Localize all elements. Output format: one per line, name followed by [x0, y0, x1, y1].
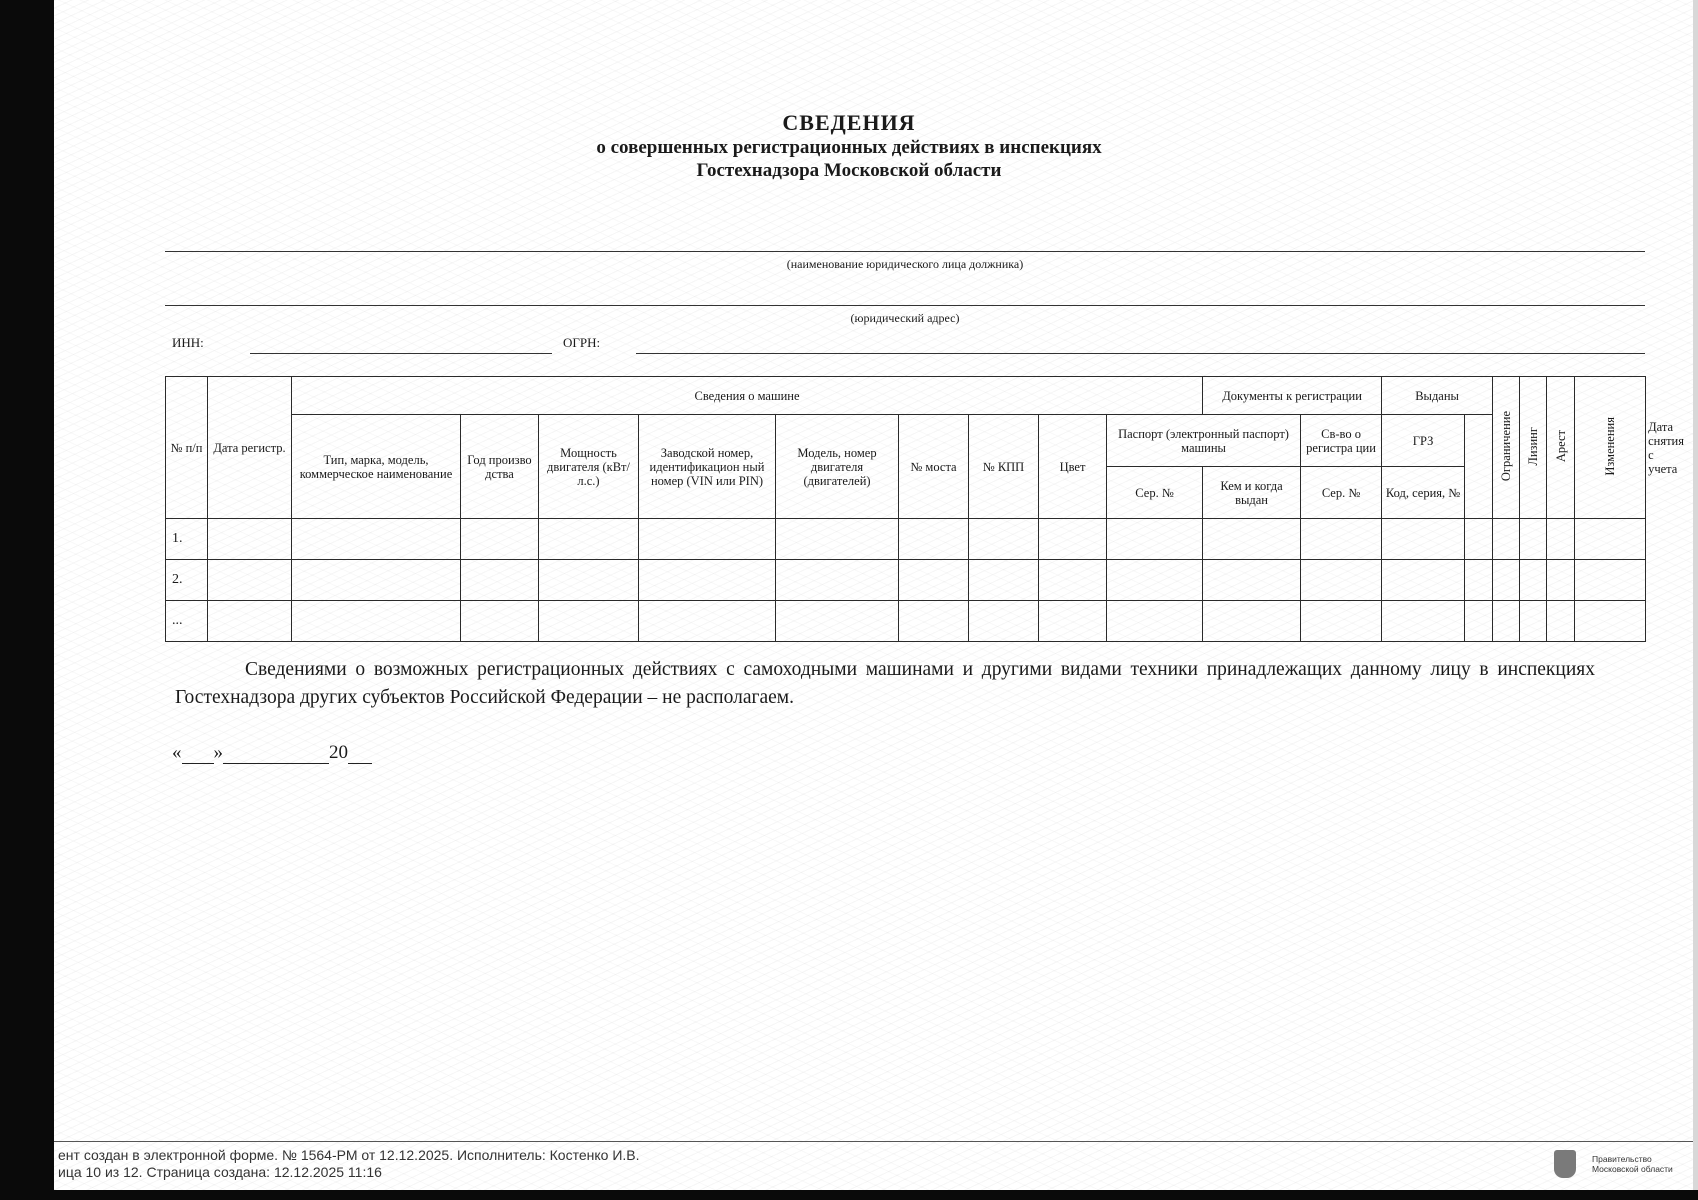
moscow-region-coat-of-arms-icon: [1554, 1150, 1576, 1178]
leasing-label: Лизинг: [1526, 426, 1541, 466]
col-header-passport: Паспорт (электронный паспорт) машины: [1107, 415, 1301, 467]
col-header-arrest: [1547, 377, 1575, 519]
col-header-vin: Заводской номер, идентификацион ный номер (VIN или PIN): [639, 415, 776, 519]
org-name-caption: (наименование юридического лица должника): [786, 257, 1024, 271]
col-header-changes: [1575, 377, 1646, 519]
col-header-reg-date: Дата регистр.: [208, 377, 292, 519]
footer-line-1: ент создан в электронной форме. № 1564-РМ от 12.12.2025. Исполнитель: Костенко И.В.: [58, 1147, 640, 1163]
col-header-type-brand: Тип, марка, модель, коммерческое наименование: [292, 415, 461, 519]
col-header-issued-by: Кем и когда выдан: [1203, 467, 1301, 519]
org-name-line: [165, 251, 1645, 252]
day-blank: [182, 745, 214, 764]
row-number: ...: [166, 601, 208, 642]
title-line-2: о совершенных регистрационных действиях в инспекциях: [596, 137, 1102, 158]
year-prefix: 20: [329, 742, 348, 763]
document-title: [0, 110, 1698, 182]
col-header-reg-cert: Св-во о регистра ции: [1301, 415, 1382, 467]
month-blank: [223, 745, 329, 764]
col-header-cert-ser-no: Сер. №: [1301, 467, 1382, 519]
row-number: 2.: [166, 560, 208, 601]
bottom-scan-border: [0, 1190, 1698, 1200]
col-header-reg-docs: Документы к регистрации: [1203, 377, 1382, 415]
ogrn-field-line: [636, 353, 1645, 354]
col-header-power: Мощность двигателя (кВт/л.с.): [539, 415, 639, 519]
date-field: [172, 742, 372, 764]
col-header-code-series: Код, серия, №: [1382, 467, 1465, 519]
date-close-quote: »: [213, 742, 223, 763]
col-header-num: № п/п: [166, 377, 208, 519]
title-main: СВЕДЕНИЯ: [782, 110, 916, 135]
statement-paragraph: Сведениями о возможных регистрационных действиях с самоходными машинами и другими видами техники принадлежащих данному лицу в инспекциях Гостехнадзора других субъектов Российской Федерации – не располагаем.: [175, 659, 1595, 708]
col-header-grz: ГРЗ: [1382, 415, 1465, 467]
col-header-color: Цвет: [1039, 415, 1107, 519]
col-header-bridge: № моста: [899, 415, 969, 519]
col-header-leasing: [1520, 377, 1547, 519]
year-blank: [348, 745, 372, 764]
ogrn-label: ОГРН:: [563, 335, 601, 350]
footer-divider: [54, 1141, 1693, 1142]
registration-table: [165, 376, 1646, 642]
arrest-label: Арест: [1553, 429, 1568, 463]
gov-label-line-2: Московской области: [1592, 1164, 1673, 1174]
table-row: [166, 560, 1646, 601]
title-line-3: Гостехнадзора Московской области: [696, 160, 1002, 181]
legal-address-line: [165, 305, 1645, 306]
col-header-engine: Модель, номер двигателя (двигателей): [776, 415, 899, 519]
col-header-restriction: [1493, 377, 1520, 519]
restriction-label: Ограничение: [1499, 410, 1514, 482]
col-header-gearbox: № КПП: [969, 415, 1039, 519]
inn-label: ИНН:: [172, 335, 204, 350]
changes-label: Изменения: [1603, 416, 1618, 476]
gov-label: [1592, 1154, 1673, 1174]
col-header-issued: Выданы: [1382, 377, 1493, 415]
col-header-passport-ser-no: Сер. №: [1107, 467, 1203, 519]
date-open-quote: «: [172, 742, 182, 763]
table-row: [166, 601, 1646, 642]
table-row: [166, 519, 1646, 560]
gov-label-line-1: Правительство: [1592, 1154, 1652, 1164]
col-header-machine-info: Сведения о машине: [292, 377, 1203, 415]
footer-line-2: ица 10 из 12. Страница создана: 12.12.2025 11:16: [58, 1164, 382, 1180]
inn-field-line: [250, 353, 552, 354]
row-number: 1.: [166, 519, 208, 560]
legal-address-caption: (юридический адрес): [850, 311, 960, 325]
col-header-year: Год произво дства: [461, 415, 539, 519]
